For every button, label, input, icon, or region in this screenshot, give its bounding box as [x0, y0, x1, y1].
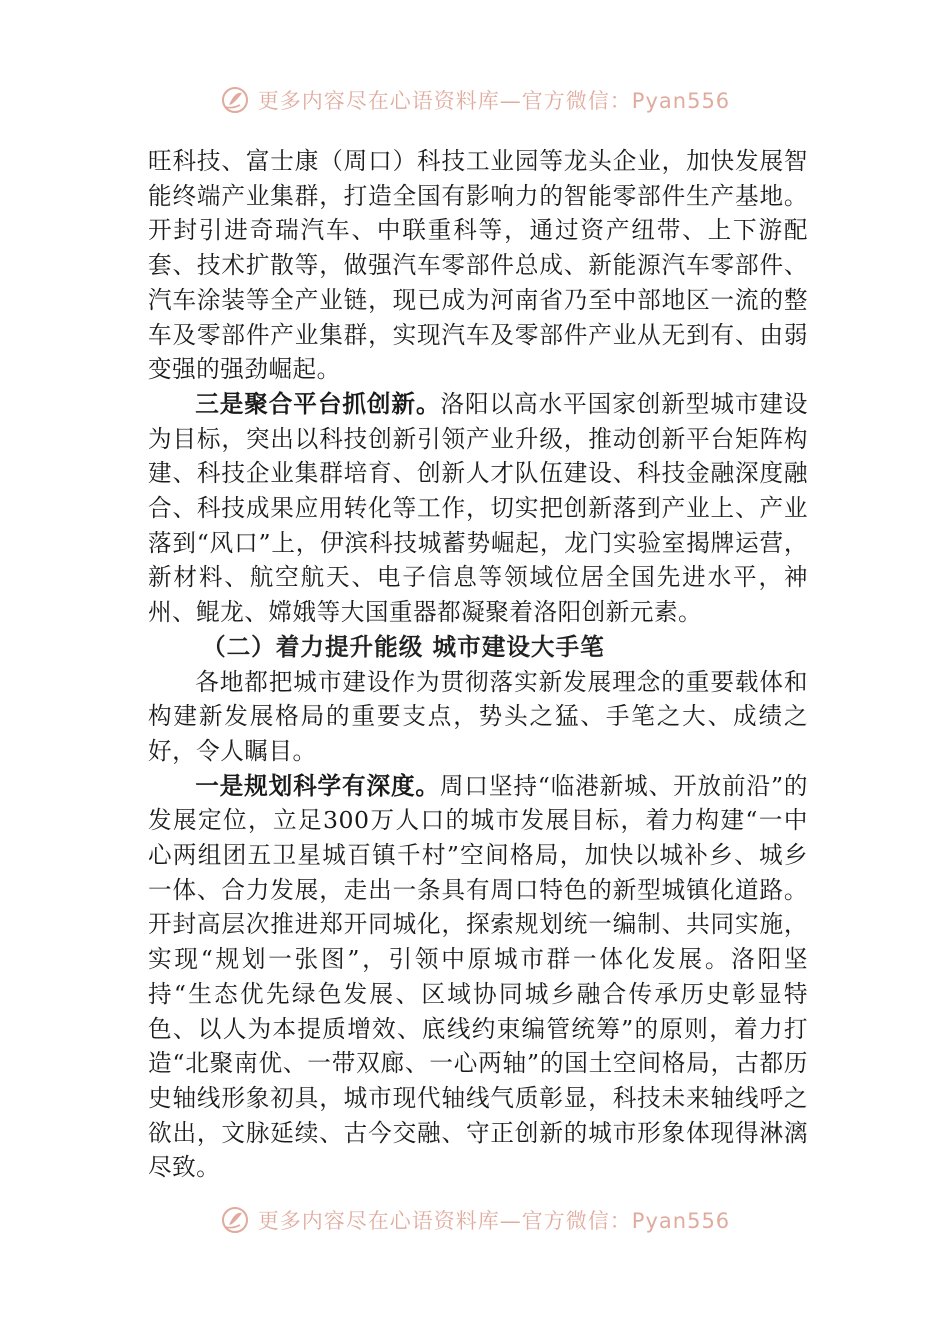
header-watermark	[0, 80, 950, 120]
paragraph-1-text: 旺科技、富士康（周口）科技工业园等龙头企业，加快发展智能终端产业集群，打造全国有影响力的智能零部件生产基地。开封引进奇瑞汽车、中联重科等，通过资产纽带、上下游配套、技术扩散等，做强汽车零部件总成、新能源汽车零部件、汽车涂装等全产业链，现已成为河南省乃至中部地区一流的整车及零部件产业集群，实现汽车及零部件产业从无到有、由弱变强的强劲崛起。	[148, 147, 808, 384]
paragraph-1	[148, 144, 808, 387]
document-body	[148, 144, 808, 1185]
scroll-feather-logo-icon	[220, 85, 250, 115]
watermark-text: 更多内容尽在心语资料库—官方微信：Pyan556	[257, 89, 731, 113]
footer-watermark	[0, 1200, 950, 1234]
paragraph-4-lead: 一是规划科学有深度。	[195, 771, 440, 800]
paragraph-3-text: 各地都把城市建设作为贯彻落实新发展理念的重要载体和构建新发展格局的重要支点，势头之猛、手笔之大、成绩之好，令人瞩目。	[148, 667, 808, 765]
paragraph-4	[148, 769, 808, 1185]
paragraph-2-lead: 三是聚合平台抓创新。	[195, 389, 441, 418]
watermark-text-footer: 更多内容尽在心语资料库—官方微信：Pyan556	[257, 1209, 731, 1233]
paragraph-2-text: 洛阳以高水平国家创新型城市建设为目标，突出以科技创新引领产业升级，推动创新平台矩阵构建、科技企业集群培育、创新人才队伍建设、科技金融深度融合、科技成果应用转化等工作，切实把创新落到产业上、产业落到“风口”上，伊滨科技城蓄势崛起，龙门实验室揭牌运营，新材料、航空航天、电子信息等领域位居全国先进水平，神州、鲲龙、嫦娥等大国重器都凝聚着洛阳创新元素。	[148, 389, 809, 627]
section-heading: （二）着力提升能级 城市建设大手笔	[202, 632, 605, 661]
paragraph-2	[148, 387, 808, 630]
paragraph-4-text: 周口坚持“临港新城、开放前沿”的发展定位，立足300万人口的城市发展目标，着力构建“一中心两组团五卫星城百镇千村”空间格局，加快以城补乡、城乡一体、合力发展，走出一条具有周口特色的新型城镇化道路。开封高层次推进郑开同城化，探索规划统一编制、共同实施，实现“规划一张图”，引领中原城市群一体化发展。洛阳坚持“生态优先绿色发展、区域协同城乡融合传承历史彰显特色、以人为本提质增效、底线约束编管统筹”的原则，着力打造“北聚南优、一带双廊、一心两轴”的国土空间格局，古都历史轴线形象初具，城市现代轴线气质彰显，科技未来轴线呼之欲出，文脉延续、古今交融、守正创新的城市形象体现得淋漓尽致。	[148, 771, 809, 1182]
scroll-feather-logo-icon-footer	[220, 1205, 250, 1234]
paragraph-3	[148, 665, 808, 769]
